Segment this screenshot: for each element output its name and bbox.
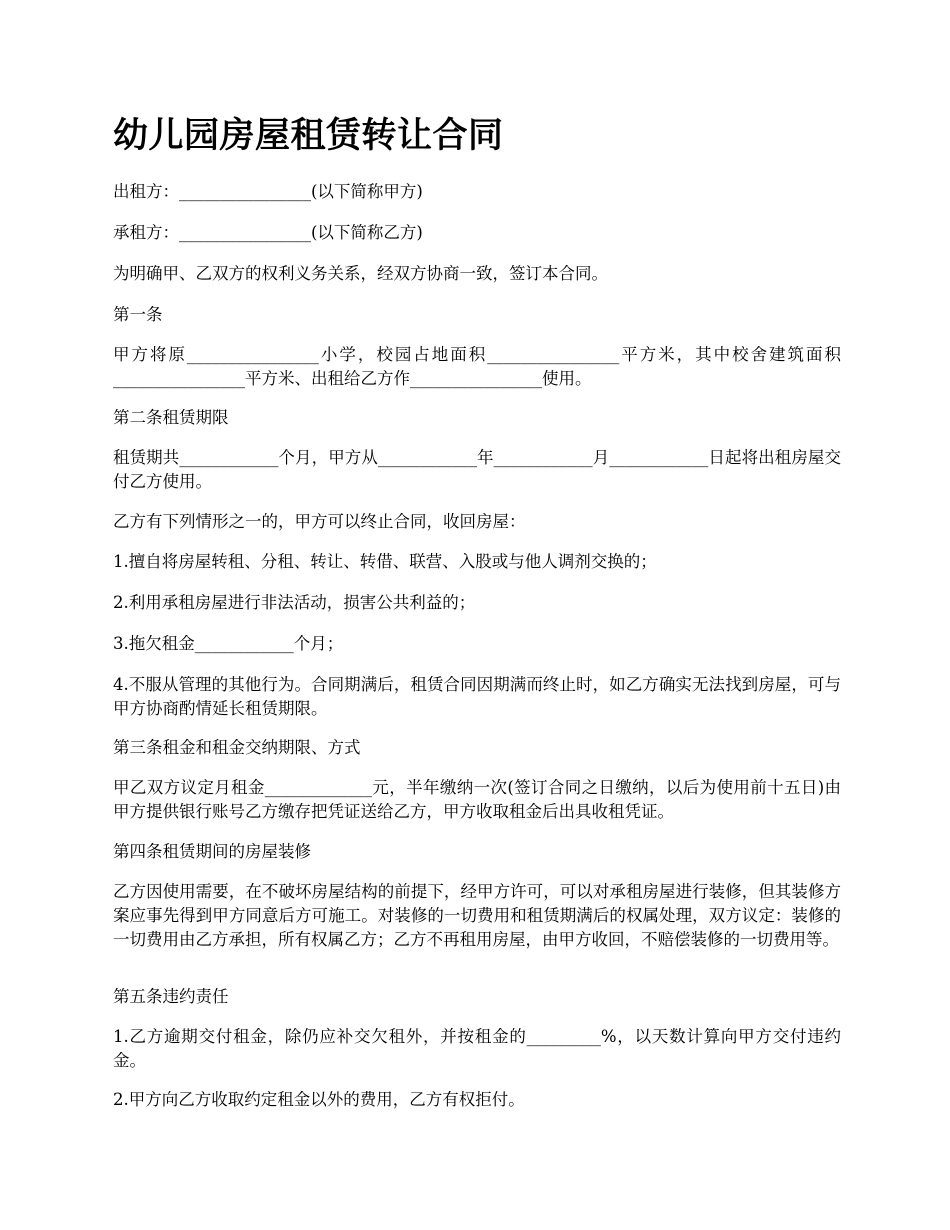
- termination-item-4: 4.不服从管理的其他行为。合同期满后，租赁合同因期满而终止时，如乙方确实无法找到房屋，可与甲方协商酌情延长租赁期限。: [113, 675, 841, 718]
- breach-item-2: 2.甲方向乙方收取约定租金以外的费用，乙方有权拒付。: [113, 1090, 525, 1109]
- breach-item-1: 1.乙方逾期交付租金，除仍应补交欠租外，并按租金的_________%，以天数计算向甲方交付违约金。: [113, 1027, 841, 1070]
- article-2-heading: 第二条租赁期限: [113, 408, 229, 427]
- document-title: 幼儿园房屋租赁转让合同: [113, 115, 504, 156]
- article-1-body: 甲方将原________________小学，校园占地面积________________平方米，其中校舍建筑面积________________平方米、出租给乙方作________________使用。: [113, 345, 841, 388]
- article-4-body: 乙方因使用需要，在不破坏房屋结构的前提下，经甲方许可，可以对承租房屋进行装修，但其装修方案应事先得到甲方同意后方可施工。对装修的一切费用和租赁期满后的权属处理，双方议定：装修的一切费用由乙方承担，所有权属乙方；乙方不再租用房屋，由甲方收回，不赔偿装修的一切费用等。: [113, 882, 841, 949]
- lessee-line: 承租方：________________(以下简称乙方): [113, 223, 423, 242]
- termination-item-1: 1.擅自将房屋转租、分租、转让、转借、联营、入股或与他人调剂交换的；: [113, 552, 657, 571]
- termination-item-3: 3.拖欠租金____________个月；: [113, 634, 344, 653]
- article-3-body: 甲乙双方议定月租金_____________元，半年缴纳一次(签订合同之日缴纳，以后为使用前十五日)由甲方提供银行账号乙方缴存把凭证送给乙方，甲方收取租金后出具收租凭证。: [113, 778, 841, 821]
- article-3-heading: 第三条租金和租金交纳期限、方式: [113, 738, 361, 757]
- termination-item-2: 2.利用承租房屋进行非法活动，损害公共利益的；: [113, 593, 476, 612]
- article-4-heading: 第四条租赁期间的房屋装修: [113, 842, 311, 861]
- article-5-heading: 第五条违约责任: [113, 987, 229, 1006]
- article-2-term: 租赁期共____________个月，甲方从____________年____________月____________日起将出租房屋交付乙方使用。: [113, 448, 841, 491]
- preamble: 为明确甲、乙双方的权利义务关系，经双方协商一致，签订本合同。: [113, 264, 608, 283]
- lessor-line: 出租方：________________(以下简称甲方): [113, 182, 423, 201]
- termination-intro: 乙方有下列情形之一的，甲方可以终止合同，收回房屋：: [113, 512, 526, 531]
- article-1-heading: 第一条: [113, 305, 163, 324]
